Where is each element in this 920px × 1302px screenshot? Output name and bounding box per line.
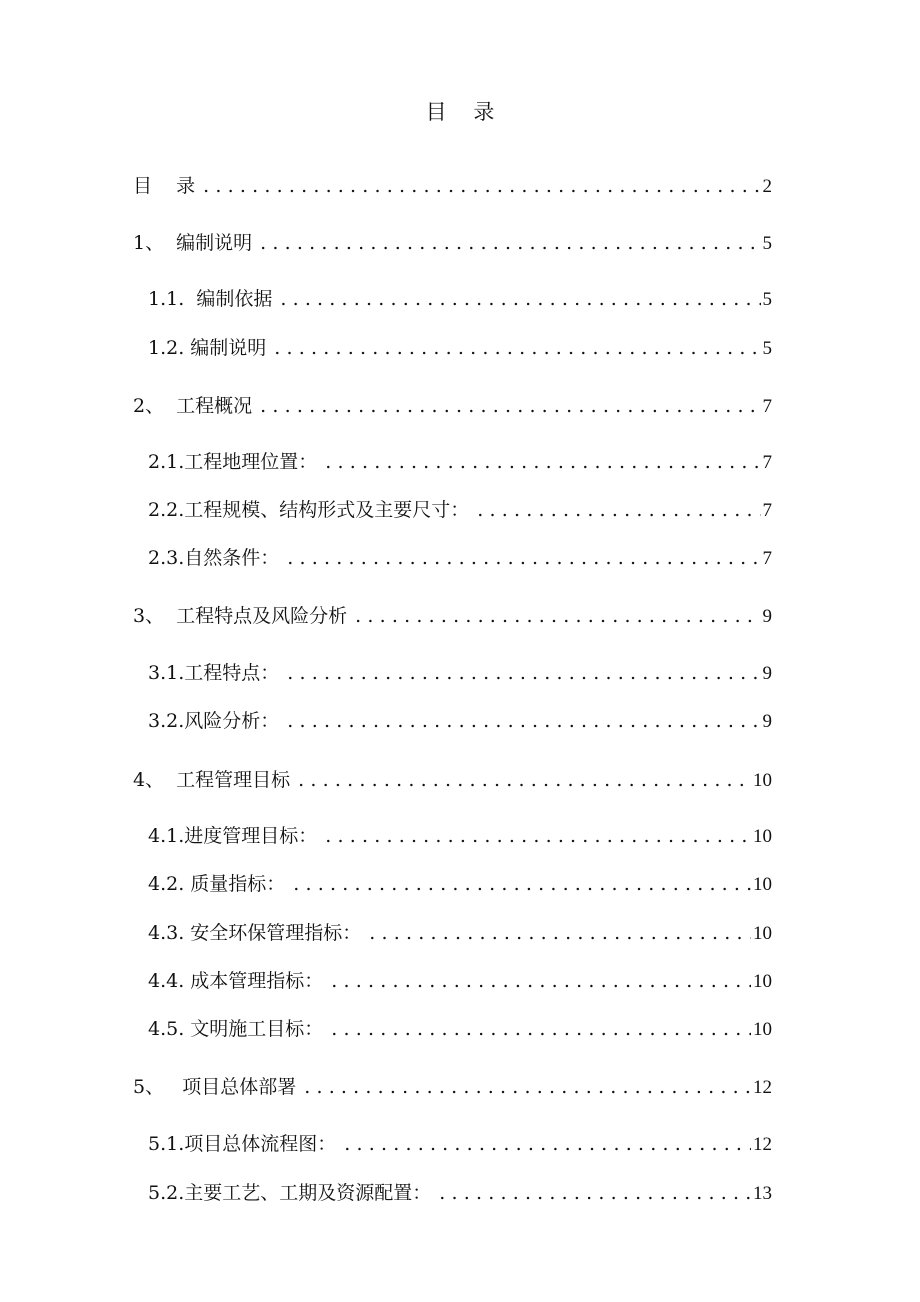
toc-entry-section-5-2[interactable]	[148, 1178, 772, 1208]
toc-entry-section-2[interactable]	[133, 391, 772, 421]
toc-entry-section-3-2[interactable]	[148, 706, 772, 736]
toc-entry-label: 4.1.进度管理目标：	[148, 825, 318, 847]
toc-entry-label: 5、 项目总体部署	[133, 1076, 297, 1098]
dot-leader	[369, 918, 751, 948]
toc-entry-label: 2、 工程概况	[133, 395, 253, 417]
toc-entry-section-5[interactable]	[133, 1072, 772, 1102]
toc-entry-label: 3、 工程特点及风险分析	[133, 605, 348, 627]
toc-entry-section-2-2[interactable]	[148, 495, 772, 525]
toc-page-number: 9	[762, 606, 772, 627]
dot-leader	[203, 171, 760, 201]
toc-entry-label: 1.2. 编制说明	[148, 337, 267, 359]
toc-entry-section-1-1[interactable]	[148, 284, 772, 314]
dot-leader	[287, 658, 760, 688]
toc-entry-label: 4、 工程管理目标	[133, 769, 291, 791]
toc-page-number: 10	[753, 923, 772, 944]
toc-page-number: 5	[762, 338, 772, 359]
toc-entry-section-4-2[interactable]	[148, 869, 772, 899]
toc-page-number: 13	[753, 1183, 772, 1204]
toc-entry-label: 2.1.工程地理位置：	[148, 451, 318, 473]
toc-page-number: 7	[762, 500, 772, 521]
toc-page-number: 10	[753, 874, 772, 895]
toc-entry-label: 4.2. 质量指标：	[148, 873, 286, 895]
dot-leader	[287, 706, 760, 736]
toc-page-number: 12	[753, 1077, 772, 1098]
dot-leader	[355, 601, 760, 631]
toc-entry-section-4-3[interactable]	[148, 918, 772, 948]
toc-entry-section-4[interactable]	[133, 765, 772, 795]
toc-entry-section-4-1[interactable]	[148, 821, 772, 851]
toc-entry-label: 5.1.项目总体流程图：	[148, 1133, 337, 1155]
toc-entry-label: 3.2.风险分析：	[148, 710, 280, 732]
toc-entry-label: 1、 编制说明	[133, 232, 253, 254]
toc-page-number: 12	[753, 1134, 772, 1155]
toc-entry-label: 4.5. 文明施工目标：	[148, 1018, 324, 1040]
dot-leader	[280, 284, 760, 314]
dot-leader	[325, 821, 751, 851]
dot-leader	[477, 495, 760, 525]
dot-leader	[344, 1129, 751, 1159]
toc-page-number: 7	[762, 452, 772, 473]
toc-entry-section-3[interactable]	[133, 601, 772, 631]
dot-leader	[298, 765, 751, 795]
toc-entry-section-5-1[interactable]	[148, 1129, 772, 1159]
dot-leader	[331, 966, 751, 996]
toc-page-number: 10	[753, 971, 772, 992]
toc-title: 目 录	[425, 100, 495, 124]
dot-leader	[260, 391, 760, 421]
dot-leader	[260, 228, 760, 258]
toc-entry-section-2-1[interactable]	[148, 447, 772, 477]
toc-entry-section-1[interactable]	[133, 228, 772, 258]
toc-entry-section-1-2[interactable]	[148, 333, 772, 363]
toc-page-number: 9	[762, 663, 772, 684]
dot-leader	[304, 1072, 751, 1102]
toc-entry-section-4-5[interactable]	[148, 1014, 772, 1044]
toc-page-number: 7	[762, 548, 772, 569]
toc-entry-section-2-3[interactable]	[148, 543, 772, 573]
toc-page-number: 7	[762, 396, 772, 417]
toc-entry-label: 2.2.工程规模、结构形式及主要尺寸：	[148, 499, 470, 521]
toc-entry-label: 1.1. 编制依据	[148, 288, 273, 310]
toc-page-number: 10	[753, 1019, 772, 1040]
dot-leader	[287, 543, 760, 573]
toc-entry-label: 4.3. 安全环保管理指标：	[148, 922, 362, 944]
toc-entry-contents[interactable]	[133, 171, 772, 201]
toc-page-number: 9	[762, 711, 772, 732]
toc-page-number: 5	[762, 233, 772, 254]
dot-leader	[331, 1014, 751, 1044]
dot-leader	[293, 869, 751, 899]
toc-entry-section-3-1[interactable]	[148, 658, 772, 688]
toc-entry-label: 3.1.工程特点：	[148, 662, 280, 684]
toc-entry-label: 5.2.主要工艺、工期及资源配置：	[148, 1182, 432, 1204]
toc-page-number: 5	[762, 289, 772, 310]
toc-entry-section-4-4[interactable]	[148, 966, 772, 996]
toc-entry-label: 2.3.自然条件：	[148, 547, 280, 569]
toc-page-number: 2	[762, 176, 772, 197]
dot-leader	[439, 1178, 751, 1208]
dot-leader	[274, 333, 760, 363]
toc-page-number: 10	[753, 826, 772, 847]
toc-entry-label: 目 录	[133, 175, 196, 197]
dot-leader	[325, 447, 760, 477]
toc-entry-label: 4.4. 成本管理指标：	[148, 970, 324, 992]
toc-page-number: 10	[753, 770, 772, 791]
